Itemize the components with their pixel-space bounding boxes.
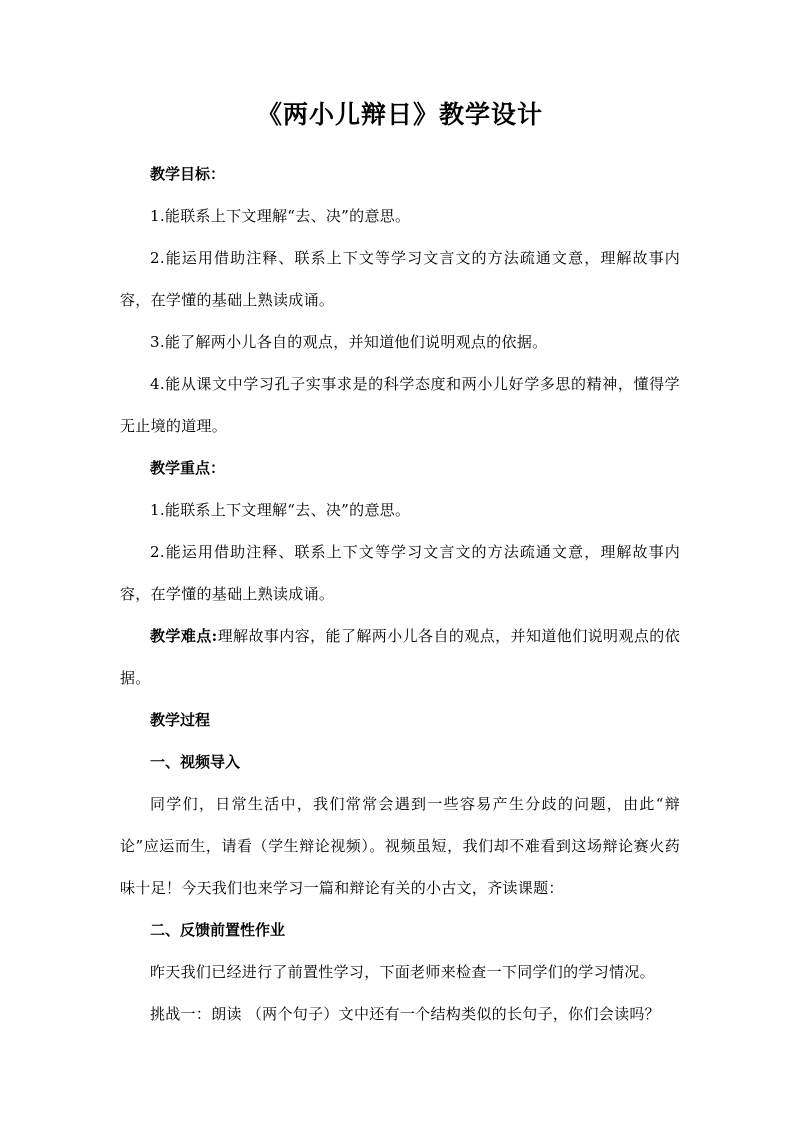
difficulty-paragraph (120, 615, 680, 699)
objective-item-2: 2.能运用借助注释、联系上下文等学习文言文的方法疏通文意，理解故事内容，在学懂的基础上熟读成诵。 (120, 249, 680, 309)
section2-paragraph: 昨天我们已经进行了前置性学习，下面老师来检查一下同学们的学习情况。 (150, 963, 655, 981)
challenge-paragraph: 挑战一：朗读 （两个句子）文中还有一个结构类似的长句子，你们会读吗？ (150, 1005, 660, 1023)
objectives-heading: 教学目标： (150, 165, 226, 183)
key-point-item-1: 1.能联系上下文理解“去、决”的意思。 (150, 501, 411, 519)
process-heading: 教学过程 (150, 711, 211, 729)
difficulty-label: 教学难点: (150, 627, 218, 645)
objective-item-4: 4.能从课文中学习孔子实事求是的科学态度和两小儿好学多思的精神，懂得学无止境的道理。 (120, 375, 680, 435)
key-point-item-2: 2.能运用借助注释、联系上下文等学习文言文的方法疏通文意，理解故事内容，在学懂的基础上熟读成诵。 (120, 543, 680, 603)
document-page (120, 95, 680, 1035)
difficulty-text: 理解故事内容，能了解两小儿各自的观点，并知道他们说明观点的依据。 (120, 627, 680, 687)
key-points-heading: 教学重点： (150, 459, 226, 477)
objective-item-1: 1.能联系上下文理解“去、决”的意思。 (150, 207, 411, 225)
section1-paragraph: 同学们，日常生活中，我们常常会遇到一些容易产生分歧的问题，由此“辩论”应运而生，请看（学生辩论视频）。视频虽短，我们却不难看到这场辩论赛火药味十足！今天我们也来学习一篇和辩论有关的小古文，齐读课题： (120, 795, 680, 897)
section1-heading: 一、视频导入 (150, 753, 241, 771)
objective-item-3: 3.能了解两小儿各自的观点，并知道他们说明观点的依据。 (150, 333, 548, 351)
section2-heading: 二、反馈前置性作业 (150, 921, 286, 939)
document-title: 《两小儿辩日》教学设计 (256, 100, 543, 129)
